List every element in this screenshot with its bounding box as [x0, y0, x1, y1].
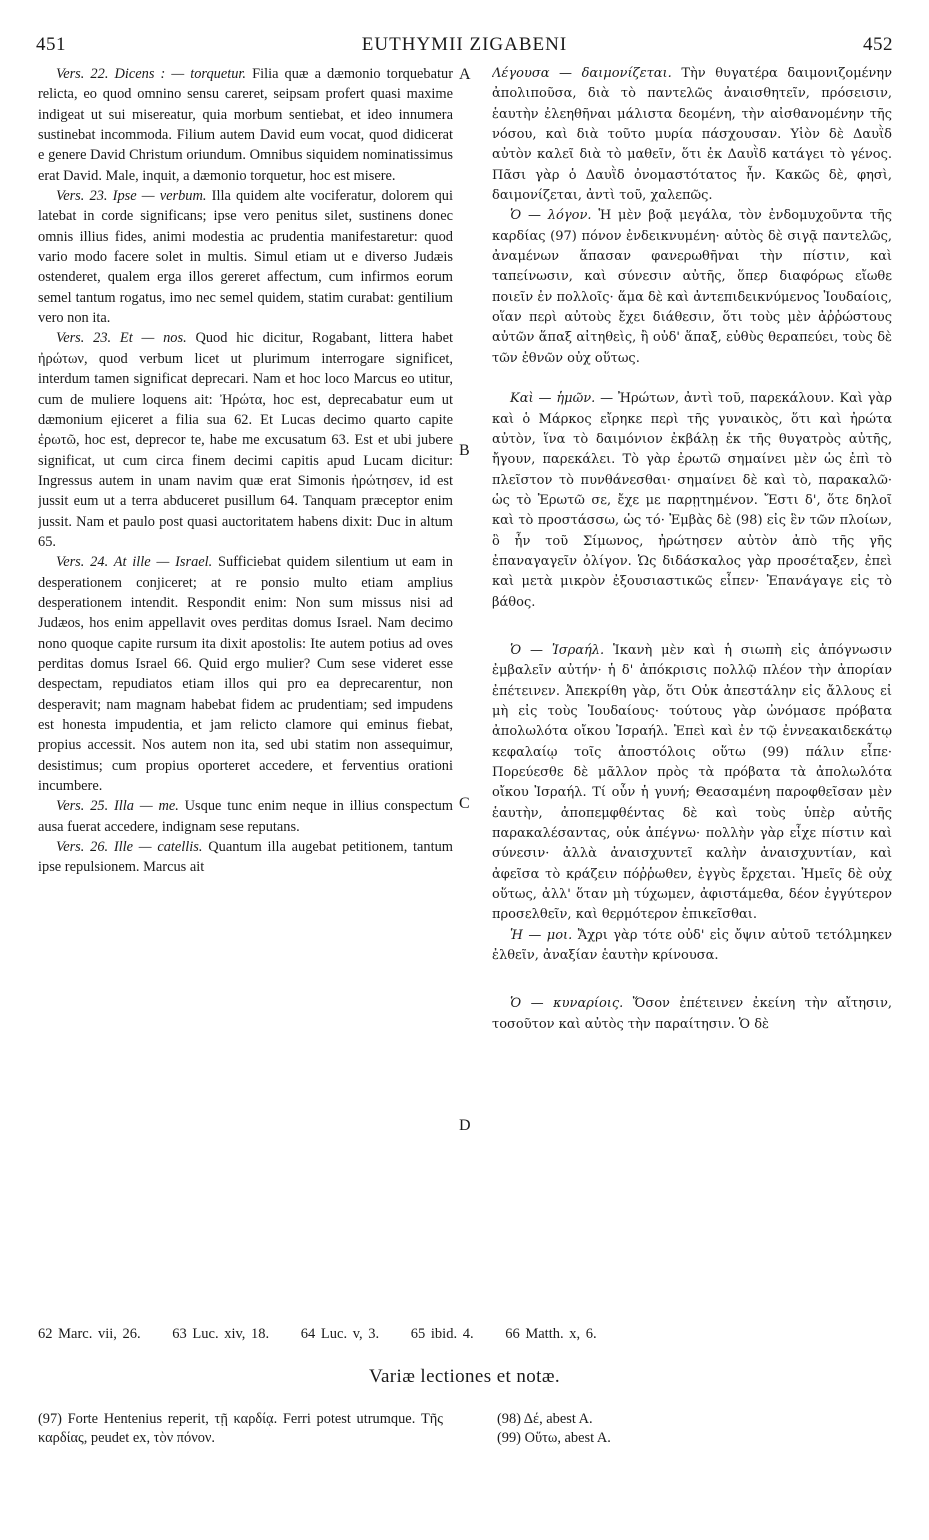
page-header [36, 34, 893, 58]
greek-lemma: Καὶ — ἡμῶν. [510, 391, 596, 407]
latin-column [38, 64, 453, 1319]
paragraph-gap [492, 613, 892, 641]
greek-lemma: Ὁ — Ἰσραήλ. [510, 642, 605, 658]
verse-paragraph [38, 64, 453, 186]
verse-paragraph [38, 837, 453, 878]
running-title: EUTHYMII ZIGABENI [361, 34, 568, 55]
verse-paragraph [38, 186, 453, 328]
margin-marker-c: C [459, 795, 470, 812]
verse-lemma: Vers. 25. Illa — me. [56, 798, 179, 815]
greek-lemma: Ἡ — μοι. [510, 927, 573, 943]
footnote: 62 Marc. vii, 26. [38, 1326, 141, 1342]
greek-text: Τὴν θυγατέρα δαιμονιζομένην ἀπολιποῦσα, διὰ τὸ παντελῶς ἀναισθητεῖν, πρόσεισιν, ἑαυτὴν ἐλεηθῆναι μάλιστα δεομένη, τὴν αἰσθανομένην τῆς νόσου, καὶ διὰ τοῦτο μυρία πάσχουσαν. Υἱὸν δὲ Δαυῒδ αὐτὸν καλεῖ διὰ τὸ μαθεῖν, ὅτι ἐκ Δαυῒδ κατάγει τὸ γένος. Πᾶσι γὰρ ὁ Δαυῒδ ὀνομαστότατος ἦν. Κακῶς δὲ, φησὶ, δαιμονίζεται, ἀντὶ τοῦ, χαλεπῶς. [492, 66, 892, 204]
variant-note: (98) Δέ, abest A. [497, 1411, 593, 1427]
greek-paragraph [492, 206, 892, 369]
greek-lemma: Λέγουσα — δαιμονίζεται. [492, 66, 672, 81]
verse-paragraph [38, 328, 453, 552]
verse-text: Filia quæ a dæmonio torquebatur relicta, eo quod omnino sensu careret, seipsam profert quasi maxime indigeat ut sui misereatur, quia morbum sentiebat, et ideo innumera sustinebat incommoda. Filium autem David eum vocat, quod didicerat e genere David Christum oriundum. Omnibus siquidem nominatissimus erat David. Male, inquit, a dæmonio torquetur, hoc est misere. [38, 66, 453, 184]
verse-text: Sufficiebat quidem silentium ut eam in desperationem conjiceret; at re ponsio multo etiam amplius desperationem intendit. Respondit enim: Non sum missus nisi ad Judæos, hos enim appellavit oves perditas domus Israel. Nam decimo nono quoque capite rursum ita dixit apostolis: Ite autem potius ad oves perditas domus Israel 66. Quid ergo mulier? Cum sese videret esse despectam, repudiatos etiam illos qui pro ea deprecarentur, non desperavit; nam magnam habebat fidem ac prudentiam; sed impudens est honesta impudentia, et jam relicto clamore qui eminus fiebat, propius accessit. Nos autem non ita, sed ubi statim non assequimur, desistimus; cum propius oporteret accedere, et ferventius orationi incumbere. [38, 554, 453, 795]
verse-lemma: Vers. 23. Ipse — verbum. [56, 188, 207, 205]
verse-lemma: Vers. 26. Ille — catellis. [56, 839, 203, 856]
greek-paragraph [492, 64, 892, 206]
greek-text: Ὅσον ἐπέτεινεν ἐκείνη τὴν αἴτησιν, τοσοῦτον καὶ αὐτὸς τὴν παραίτησιν. Ὁ δὲ [492, 996, 892, 1032]
greek-text: Ἱκανὴ μὲν καὶ ἡ σιωπὴ εἰς ἀπόγνωσιν ἐμβαλεῖν αὐτήν· ἡ δ' ἀπόκρισις πολλῷ πλέον τὴν ἀπορίαν ἐπέτεινεν. Ἀπεκρίθη γὰρ, ὅτι Οὐκ ἀπεστάλην εἰς ἄλλους εἰ μὴ εἰς τοὺς Ἰουδαίους· τούτους γὰρ ὠνόμασε πρόβατα ἀπολωλότα οἴκου Ἰσραήλ. Ἐπεὶ καὶ ἐν τῷ ἐννεακαιδεκάτῳ κεφαλαίῳ τοῖς ἀποστόλοις οὕτω (99) πάλιν εἶπε· Πορεύεσθε δὲ μᾶλλον πρὸς τὰ πρόβατα τὰ ἀπολωλότα οἴκου Ἰσραήλ. Τί οὖν ἡ γυνή; Θεασαμένη παροφθεῖσαν μὲν ἑαυτὴν, ἀποπεμφθέντας δὲ καὶ τοὺς ὑπὲρ αὐτῆς παρακαλέσαντας, οὐκ ἀπέγνω· πολλὴν γὰρ εἶχε πίστιν καὶ σύνεσιν· ἀλλὰ ἀναισχυντεῖ καλὴν ἀναισχυντίαν, καὶ ἀφεῖσα τὸ κράζειν πόῤῥωθεν, ἐγγὺς ἔρχεται. Ἡμεῖς δὲ οὐχ οὕτως, ἀλλ' ὅταν μὴ τύχωμεν, ἀφιστάμεθα, δέον ἐγγύτερον προσελθεῖν, καὶ θερμότερον ἐπικεῖσθαι. [492, 642, 892, 923]
verse-text: Usque tunc enim neque in illius conspectum ausa fuerat accedere, indignam sese reputans. [38, 798, 453, 835]
greek-lemma: Ὁ — λόγον. [510, 208, 592, 224]
verse-lemma: Vers. 22. Dicens : — torquetur. [56, 66, 247, 82]
variant-note: (99) Οὕτω, abest A. [497, 1430, 611, 1446]
variant-note: (97) Forte Hentenius reperit, τῇ καρδίᾳ. Ferri potest utrumque. Τῆς καρδίας, peudet ex, τὸν πόνον. [38, 1411, 443, 1446]
margin-marker-b: B [459, 442, 470, 459]
footnote: 66 Matth. x, 6. [505, 1326, 597, 1342]
verse-paragraph [38, 552, 453, 796]
variant-note-right [497, 1410, 887, 1448]
footnote: 64 Luc. v, 3. [300, 1326, 380, 1342]
greek-text: Ἡ μὲν βοᾷ μεγάλα, τὸν ἐνδομυχοῦντα τῆς καρδίας (97) πόνον ἐνδεικνυμένη· αὐτὸς δὲ σιγᾷ παντελῶς, ἀναμένων ἅπασαν φανερωθῆναι τὴν πίστιν, καὶ ταπείνωσιν, καὶ σύνεσιν αὐτῆς, ὅπερ διαφόρως εἴωθε ποιεῖν ἐν πολλοῖς· ἅμα δὲ καὶ ἀντεπιδεικνύμενος Ἰουδαίοις, οἵαν περὶ αὐτοὺς ἔχει διάθεσιν, ὅτι τοὺς μὲν ἀῤῥώστους αὐτῶν ἅπαξ αἰτηθεὶς, ἢ οὐδ' ἅπαξ, εὐθὺς θεραπεύει, τοὺς δὲ τῶν ἐθνῶν οὐχ οὕτως. [492, 208, 892, 366]
greek-text: Ἄχρι γὰρ τότε οὐδ' εἰς ὄψιν αὐτοῦ τετόλμηκεν ἐλθεῖν, ἀναξίαν ἑαυτὴν κρίνουσα. [492, 927, 892, 964]
footnotes-line [38, 1326, 893, 1348]
paragraph-gap [492, 966, 892, 994]
footnote: 65 ibid. 4. [410, 1326, 474, 1342]
greek-lemma: Ὁ — κυναρίοις. [510, 996, 624, 1012]
greek-paragraph [492, 926, 892, 967]
page-number-left: 451 [36, 34, 66, 55]
verse-text: Quantum illa augebat petitionem, tantum ipse repulsionem. Marcus ait [38, 839, 453, 876]
verse-text: Illa quidem alte vociferatur, dolorem qui latebat in corde significans; ipse vero penitus silet, sustinens donec omnis illius fides, animi modestia ac prudentia manifestaretur: quod vario modo facere solet in multis. Simul etiam ut e diverso Judæis ostenderet, qualem erga illos gereret affectum, cum infirmos eorum semel tantum rogatus, imo nec semel quidem, statim curabat: gentilium vero non ita. [38, 188, 453, 327]
notes-section-title: Variæ lectiones et notæ. [368, 1366, 561, 1387]
greek-paragraph [492, 641, 892, 926]
paragraph-gap [492, 369, 892, 389]
greek-text: — Ἠρώτων, ἀντὶ τοῦ, παρεκάλουν. Καὶ γὰρ καὶ ὁ Μάρκος εἴρηκε περὶ τῆς γυναικὸς, ὅτι καὶ ἠρώτα αὐτὸν, ἵνα τὸ δαιμόνιον ἐκβάλῃ ἐκ τῆς θυγατρὸς αὐτῆς, ἤγουν, παρεκάλει. Τὸ γὰρ ἐρωτῶ σημαίνει μὲν ὡς ἐπὶ τὸ πλεῖστον τὸ πυνθάνεσθαι· σημαίνει δὲ καὶ τὸ, παρακαλῶ· ὡς τὸ Ἐρωτῶ σε, ἔχε με παρῃτημένον. Ἔστι δ', ὅτε δηλοῖ καὶ τὸ προστάσσω, ὡς τό· Ἐμβὰς δὲ (98) εἰς ἓν τῶν πλοίων, ὃ ἦν τοῦ Σίμωνος, ἠρώτησεν αὐτὸν ἀπὸ τῆς γῆς ἐπαναγαγεῖν ὀλίγον. Ὡς διδάσκαλος γὰρ προσέταξεν, ἐπεὶ καὶ μετὰ μικρὸν ἐξουσιαστικῶς εἶπεν· Ἐπανάγαγε εἰς τὸ βάθος. [492, 391, 892, 610]
verse-lemma: Vers. 24. At ille — Israel. [56, 554, 213, 571]
margin-marker-d: D [459, 1117, 471, 1134]
footnote: 63 Luc. xiv, 18. [172, 1326, 270, 1342]
page-number-right: 452 [863, 34, 893, 55]
margin-marker-a: A [459, 66, 471, 83]
verse-paragraph [38, 796, 453, 837]
verse-text: Quod hic dicitur, Rogabant, littera habet ἠρώτων, quod verbum licet ut plurimum interrogare significet, interdum tamen significat deprecari. Nam et hoc loco Marcus eo utitur, cum de muliere loquens ait: Ἠρώτα, hoc est, deprecabatur eum ut dæmonium ejiceret a filia sua 62. Et Lucas decimo quarto capite ἐρωτῶ, hoc est, deprecor te, habe me excusatum 63. Est et ubi jubere significat, ut cum circa finem decimi capitis apud Lucam dicitur: Ingressus autem in unam navim quæ erat Simonis ἠρώτησεν, id est jussit eum ut a terra abduceret pusillum 64. Tanquam præceptor enim jussit. Nam et paulo post quasi auctoritatem habens dixit: Duc in altum 65. [38, 330, 453, 550]
greek-paragraph [492, 994, 892, 1035]
greek-paragraph [492, 389, 892, 613]
verse-lemma: Vers. 23. Et — nos. [56, 330, 187, 347]
variant-note-left [38, 1410, 443, 1448]
greek-column [492, 64, 892, 1319]
